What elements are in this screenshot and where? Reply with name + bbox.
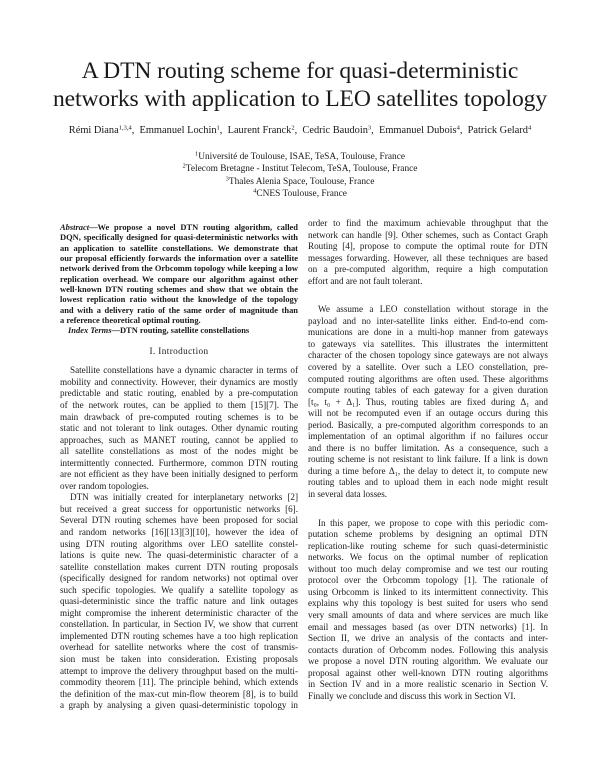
text-line: Finally we conclude and discuss this work in Section VI. — [308, 690, 516, 701]
affiliation: $^4$CNES Toulouse, France — [253, 187, 347, 199]
text-line: overhead for satellite networks where the cost of transmis- — [60, 642, 298, 653]
paragraph — [308, 218, 548, 287]
abstract-line: network derived from the Orbcomm topology while keeping a low — [60, 263, 298, 274]
abstract-line: well-known DTN routing schemes and show that we obtain the — [60, 284, 298, 295]
text-line: implemented DTN routing schemes have a too high replication — [60, 630, 298, 641]
text-line: putation scheme problems by designing an optimal DTN — [308, 529, 548, 540]
text-line: (specifically designed for random networks) not optimal over — [60, 573, 298, 584]
affiliation: $^3$Thales Alenia Space, Toulouse, France — [225, 175, 375, 187]
text-line: and there is no buffer limitation. As a consequence, such a — [308, 442, 548, 453]
title-line-1: A DTN routing scheme for quasi-deterministic — [81, 58, 519, 84]
text-line: in several data losses. — [308, 489, 388, 500]
text-line: implementation of an optimal algorithm if no failures occur — [308, 431, 548, 442]
text-line: [t₀, t₀ + Δ₁]. Thus, routing tables are fixed during Δ₁ and — [308, 396, 548, 407]
author: Rémi Diana$^{1,3,4}$ — [68, 124, 132, 136]
abstract-label: Abstract — [60, 222, 90, 232]
text-line: on a pre-computed algorithm, require a high computation — [308, 264, 548, 275]
text-line: but received a great success for opportunistic networks [6]. — [60, 503, 298, 514]
text-line: to gateways via satellites. This illustrates the intermittent — [308, 338, 548, 349]
text-line: using DTN routing algorithms over LEO satellite constel- — [60, 538, 298, 549]
paragraph — [308, 518, 548, 703]
text-line: Section II, we drive an analysis of the contacts and inter- — [308, 633, 548, 644]
text-line: approaches, such as MANET routing, cannot be applied to — [60, 434, 298, 445]
text-line: lations is quite new. The quasi-deterministic character of a — [60, 550, 298, 561]
text-line: effort and are not fault tolerant. — [308, 275, 423, 286]
title-line-2: networks with application to LEO satellites topology — [52, 86, 548, 112]
abstract-line: our proposal efficiently forwards the information over a satellite — [60, 253, 298, 264]
text-line: contacts duration of Orbcomm nodes. Following this analysis — [308, 644, 548, 655]
text-line: proposal against other well-known DTN routing algorithms — [308, 667, 548, 678]
paragraph — [60, 365, 298, 492]
text-line: routing scheme is not resistant to link failure. If a link is down — [308, 454, 548, 465]
text-line: such specific topologies. We qualify a satellite topology as — [60, 584, 298, 595]
text-line: attempt to improve the delivery throughput based on the multi- — [60, 665, 298, 676]
abstract-line: lowest replication ratio without the knowledge of the topology — [60, 294, 298, 305]
text-line: email and messages based (as over DTN networks) [1]. In — [308, 621, 548, 632]
text-line: payload and no inter-satellite links either. End-to-end com- — [308, 315, 548, 326]
text-line: covered by a satellite. Over such a LEO constellation, pre- — [308, 362, 548, 373]
text-line: Satellite constellations have a dynamic character in terms of — [70, 365, 298, 376]
index-terms-label: Index Terms — [68, 325, 112, 336]
affiliation-list — [120, 151, 480, 200]
text-line: during a time before Δ₁, the delay to detect it, to compute new — [308, 465, 548, 476]
text-line: using Orbcomm is linked to its intermittent connectivity. This — [308, 586, 548, 597]
paragraph-gap — [308, 501, 548, 518]
text-line: period. Basically, a pre-computed algorithm corresponds to an — [308, 419, 548, 430]
text-line: predictable and static routing, enabled by a pre-computation — [60, 388, 298, 399]
abstract-line: and with a delivery ratio of the same order of magnitude than — [60, 304, 298, 315]
affiliation: $^2$Telecom Bretagne - Institut Telecom, TeSA, Toulouse, France — [182, 162, 418, 175]
text-line: character of the chosen topology since gateways are not always — [308, 350, 548, 361]
text-line: are not efficient as they have been initially designed to perform — [60, 469, 298, 480]
text-line: intermittently connected. Furthermore, common DTN routing — [60, 457, 298, 468]
abstract-line: an application to satellite constellations. We demonstrate that — [60, 242, 298, 253]
text-line: replication-like routing scheme for such quasi-deterministic — [308, 540, 548, 551]
text-line: the definition of the max-cut min-flow theorem [8], is to build — [60, 688, 298, 699]
left-column — [60, 222, 298, 712]
text-line: DTN was initially created for interplanetary networks [2] — [70, 492, 298, 503]
text-line: compute routing tables of each gateway for a given duration — [308, 385, 548, 396]
right-column — [308, 218, 548, 702]
text-line: protocol over the Orbcomm topology [1]. The rationale of — [308, 575, 548, 586]
paper-title — [40, 57, 560, 113]
text-line: over random topologies. — [60, 480, 149, 491]
text-line: and random networks [16][13][3][10], however the idea of — [60, 526, 298, 537]
text-line: main drawback of pre-computed routing schemes is to be — [60, 411, 298, 422]
text-line: quasi-deterministic since the traffic nature and link outages — [60, 596, 298, 607]
text-line: networks. We focus on the optimal number of replication — [308, 552, 548, 563]
text-line: routing tables and to upload them in each node might result — [308, 477, 548, 488]
section-heading: I. Introduction — [149, 345, 209, 356]
text-line: Routing [4], propose to compute the optimal route for DTN — [308, 241, 548, 252]
text-line: we propose a novel DTN routing algorithm. We evaluate our — [308, 656, 548, 667]
text-line: sion must be taken into consideration. Existing proposals — [60, 654, 298, 664]
text-line: satellite constellation makes current DTN routing proposals — [60, 561, 298, 572]
text-line: a graph by analysing a given quasi-deterministic topology in — [60, 700, 298, 711]
affiliation: $^1$Université de Toulouse, ISAE, TeSA, Toulouse, France — [194, 150, 406, 162]
text-line: munications are done in a multi-hop manner from gateways — [308, 327, 548, 338]
text-line: constellation. In particular, in Section IV, we show that current — [60, 619, 298, 630]
abstract — [60, 222, 298, 336]
text-line: static and not tolerant to link outages. Other dynamic routing — [60, 423, 298, 434]
abstract-line: a reference theoretical optimal routing. — [60, 315, 201, 326]
text-line: messages forwarding. However, all these techniques are based — [308, 252, 548, 263]
text-line: very small amounts of data and where services are much like — [308, 609, 548, 620]
abstract-line: Abstract—We propose a novel DTN routing algorithm, called — [60, 222, 298, 232]
text-line: might compromise the inherent deterministic character of the — [60, 607, 298, 618]
paragraph-gap — [308, 287, 548, 304]
author-list: Rémi Diana$^{1,3,4}$, Emmanuel Lochin$^1$, Laurent Franck$^2$, Cedric Baudoin$^3$, Emmanuel Dubois$^4$, Patrick Gelard$^4$ — [68, 124, 532, 136]
text-line: commodity theorem [11]. The principle behind, which extends — [60, 677, 298, 688]
abstract-line: replication overhead. We compare our algorithm against other — [60, 273, 298, 284]
text-line: in Section IV and in a more realistic scenario in Section V. — [308, 679, 548, 690]
paragraph — [60, 492, 298, 711]
text-line: computed routing algorithms are often used. These algorithms — [308, 373, 548, 384]
abstract-line: DQN, specifically designed for quasi-deterministic networks with — [60, 232, 298, 243]
text-line: We assume a LEO constellation without storage in the — [318, 304, 548, 315]
author: Laurent Franck$^2$ — [227, 124, 295, 136]
text-line: without too much delay compromise and we test our routing — [308, 563, 548, 574]
text-line: all satellite constellations as most of the nodes might be — [60, 446, 298, 457]
text-line: of the network routes, can be applied to them [15][7]. The — [60, 399, 298, 410]
text-line: order to find the maximum achievable throughput that the — [308, 218, 548, 228]
text-line: Several DTN routing schemes have been proposed for social — [60, 515, 298, 526]
paragraph — [308, 304, 548, 500]
text-line: will not be recomputed even if an outage occurs during this — [308, 408, 548, 419]
text-line: network can handle [9]. Other schemes, such as Contact Graph — [308, 229, 548, 240]
text-line: mobility and connectivity. However, their dynamics are mostly — [60, 376, 298, 387]
author: Patrick Gelard$^4$ — [467, 124, 532, 136]
text-line: explains why this topology is best suited for users who send — [308, 598, 548, 609]
index-terms: Index Terms—DTN routing, satellite constellations — [68, 325, 250, 336]
author: Emmanuel Dubois$^4$ — [378, 124, 460, 136]
author: Emmanuel Lochin$^1$ — [139, 124, 220, 136]
text-line: In this paper, we propose to cope with this periodic com- — [318, 517, 548, 528]
author: Cedric Baudoin$^3$ — [302, 124, 372, 136]
